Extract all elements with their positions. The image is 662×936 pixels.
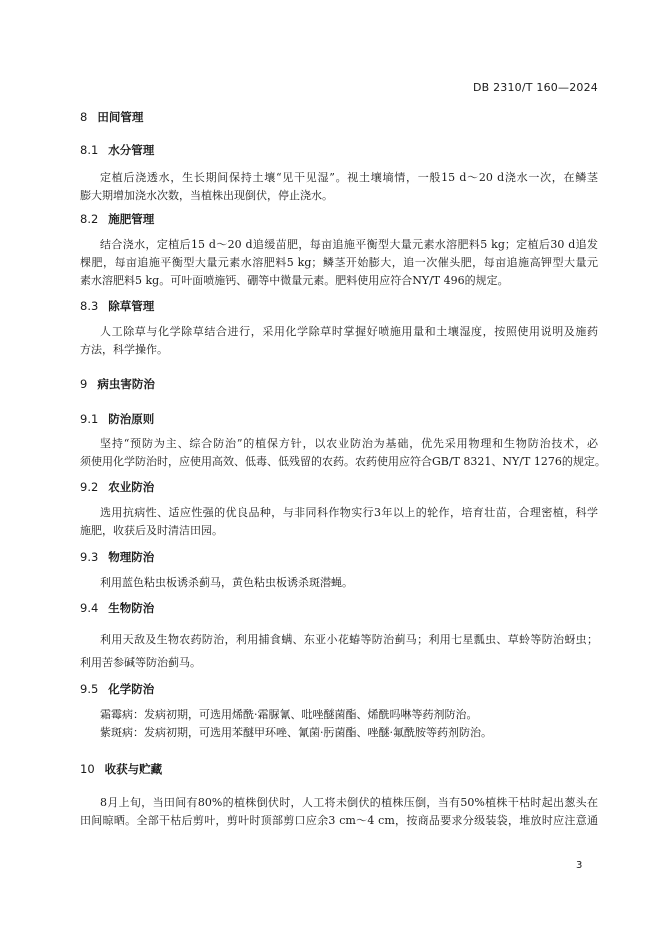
paragraph-9-3 (80, 574, 598, 592)
paragraph-line: 须使用化学防治时，应使用高效、低毒、低残留的农药。农药使用应符合GB/T 8321、NY/T 1276的规定。 (80, 455, 606, 468)
subsection-heading-9-1 (80, 410, 154, 428)
paragraph-line: 田间晾晒。全部干枯后剪叶，剪叶时顶部剪口应余3 cm～4 cm，按商品要求分级装袋，堆放时应注意通 (80, 814, 598, 827)
paragraph-line: 利用蓝色粘虫板诱杀蓟马，黄色粘虫板诱杀斑潜蝇。 (100, 576, 353, 589)
subsection-title: 水分管理 (108, 143, 155, 157)
subsection-title: 农业防治 (108, 480, 155, 494)
subsection-title: 生物防治 (108, 601, 155, 615)
subsection-title: 除草管理 (108, 299, 155, 313)
paragraph-9-5 (80, 706, 598, 742)
paragraph-9-2 (80, 504, 598, 540)
subsection-number: 8.3 (80, 299, 99, 313)
paragraph-line: 素水溶肥料5 kg。可叶面喷施钙、硼等中微量元素。肥料使用应符合NY/T 496的规定。 (80, 274, 509, 287)
section-title: 田间管理 (97, 110, 144, 124)
paragraph-line: 棵肥，每亩追施平衡型大量元素水溶肥料5 kg；鳞茎开始膨大，追一次催头肥，每亩追施高钾型大量元 (80, 256, 598, 269)
paragraph-9-1 (80, 435, 606, 471)
paragraph-line: 霜霉病：发病初期，可选用烯酰·霜脲氰、吡唑醚菌酯、烯酰吗啉等药剂防治。 (100, 708, 478, 721)
paragraph-8-1 (80, 169, 598, 205)
subsection-number: 9.1 (80, 412, 99, 426)
paragraph-line: 膨大期增加浇水次数，当植株出现倒伏，停止浇水。 (80, 189, 333, 202)
paragraph-line: 选用抗病性、适应性强的优良品种，与非同科作物实行3年以上的轮作，培育壮苗，合理密植，科学 (100, 506, 598, 519)
section-title: 收获与贮藏 (104, 762, 163, 776)
subsection-title: 防治原则 (108, 412, 155, 426)
document-code-header: DB 2310/T 160—2024 (472, 81, 598, 94)
paragraph-line: 施肥，收获后及时清洁田园。 (80, 524, 223, 537)
subsection-number: 8.1 (80, 143, 99, 157)
section-number: 8 (80, 110, 88, 124)
paragraph-line: 坚持“预防为主、综合防治”的植保方针，以农业防治为基础，优先采用物理和生物防治技术，必 (100, 437, 598, 450)
subsection-heading-8-2 (80, 210, 154, 228)
subsection-number: 9.3 (80, 550, 99, 564)
paragraph-line: 利用苦参碱等防治蓟马。 (80, 656, 201, 669)
page-number: 3 (576, 860, 583, 871)
subsection-title: 施肥管理 (108, 212, 155, 226)
subsection-title: 化学防治 (108, 682, 155, 696)
section-heading-9 (80, 375, 155, 393)
section-heading-10 (80, 760, 162, 778)
subsection-number: 8.2 (80, 212, 99, 226)
paragraph-line: 方法，科学操作。 (80, 343, 168, 356)
section-number: 9 (80, 377, 88, 391)
subsection-heading-9-3 (80, 548, 154, 566)
section-number: 10 (80, 762, 95, 776)
subsection-heading-9-2 (80, 478, 154, 496)
subsection-heading-8-1 (80, 141, 154, 159)
subsection-number: 9.2 (80, 480, 99, 494)
paragraph-line: 紫斑病：发病初期，可选用苯醚甲环唑、氰菌·肟菌酯、唑醚·氟酰胺等药剂防治。 (100, 726, 492, 739)
subsection-number: 9.4 (80, 601, 99, 615)
section-heading-8 (80, 108, 143, 126)
paragraph-line: 8月上旬，当田间有80%的植株倒伏时，人工将未倒伏的植株压倒，当有50%植株干枯时起出葱头在 (100, 796, 598, 809)
paragraph-8-2 (80, 236, 598, 290)
paragraph-line: 人工除草与化学除草结合进行，采用化学除草时掌握好喷施用量和土壤湿度，按照使用说明及施药 (100, 325, 598, 338)
paragraph-9-4 (80, 628, 598, 674)
section-title: 病虫害防治 (97, 377, 155, 391)
subsection-heading-8-3 (80, 297, 154, 315)
subsection-title: 物理防治 (108, 550, 155, 564)
paragraph-8-3 (80, 323, 598, 359)
subsection-heading-9-5 (80, 680, 154, 698)
paragraph-line: 结合浇水，定植后15 d～20 d追缓苗肥，每亩追施平衡型大量元素水溶肥料5 kg；定植后30 d追发 (100, 238, 598, 251)
paragraph-line: 定植后浇透水，生长期间保持土壤“见干见湿”。视土壤墒情，一般15 d～20 d浇水一次，在鳞茎 (100, 171, 598, 184)
subsection-heading-9-4 (80, 599, 154, 617)
paragraph-line: 利用天敌及生物农药防治，利用捕食螨、东亚小花蝽等防治蓟马；利用七星瓢虫、草蛉等防治蚜虫； (100, 633, 598, 646)
subsection-number: 9.5 (80, 682, 99, 696)
paragraph-10 (80, 794, 598, 830)
